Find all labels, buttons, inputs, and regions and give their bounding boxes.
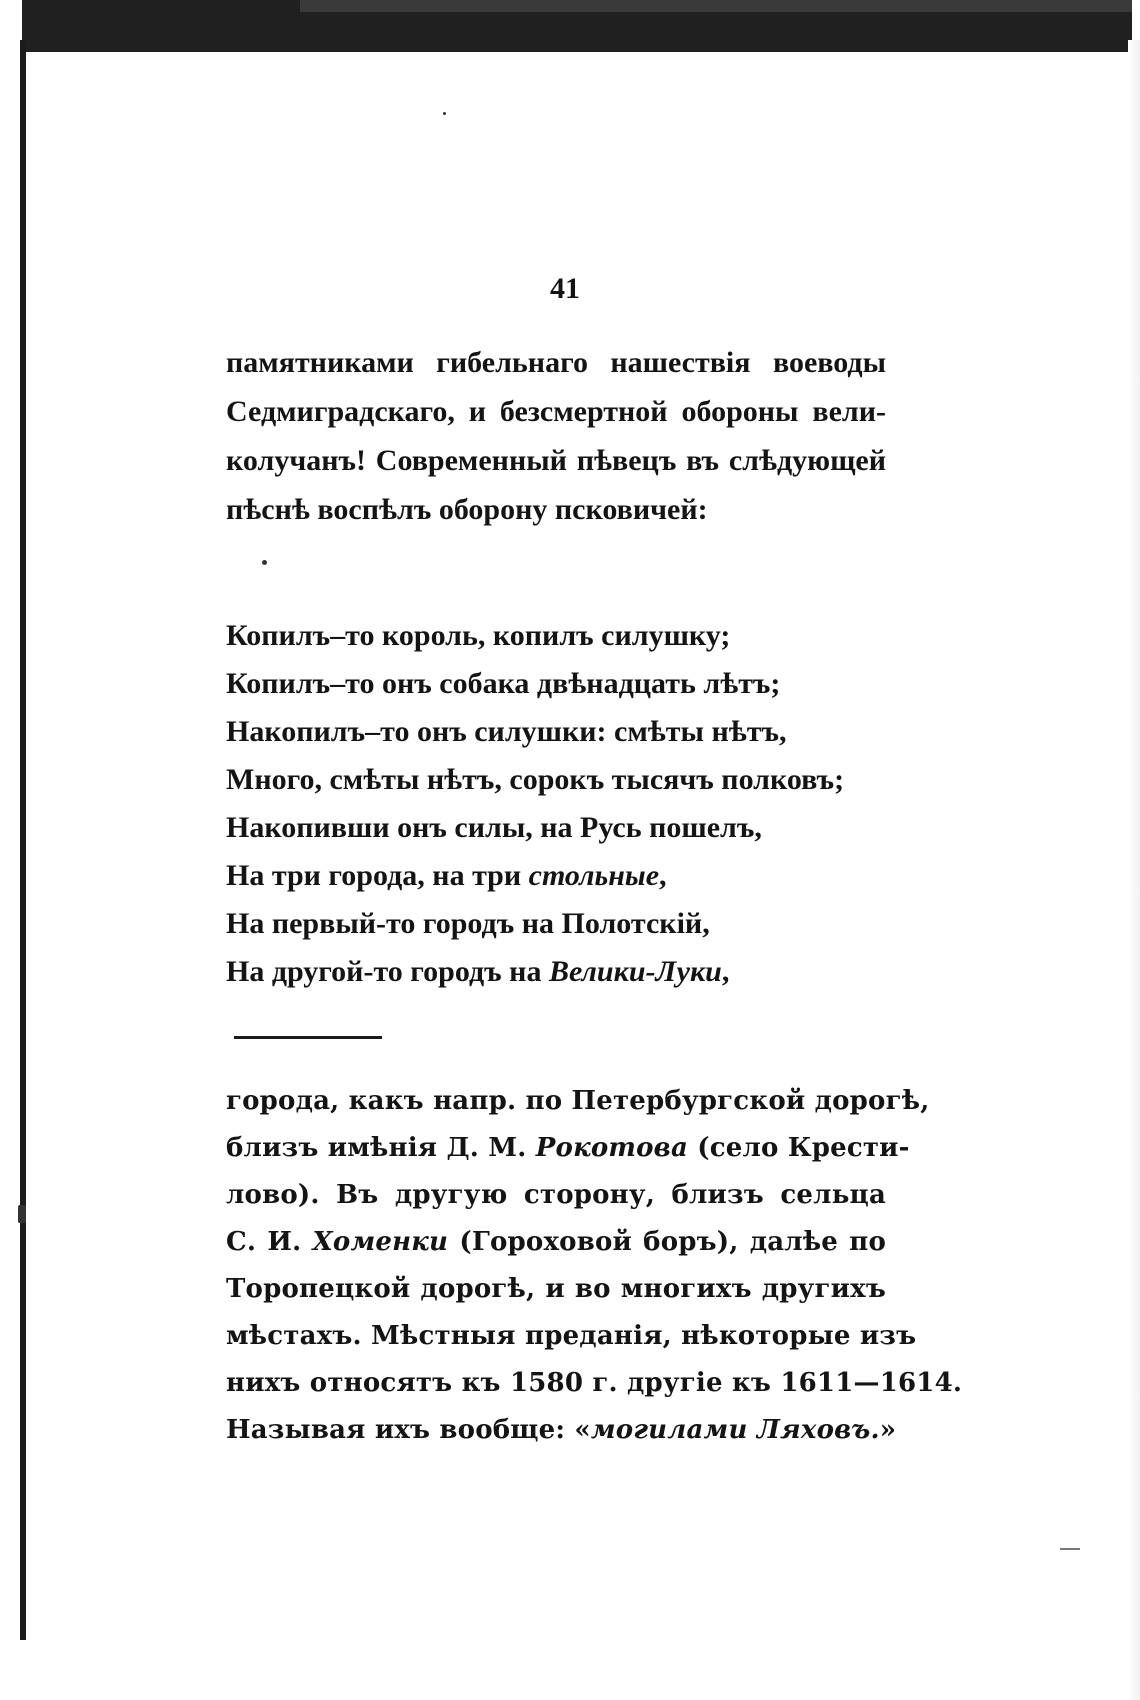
footnote-text: близъ имѣнія Д. М. (226, 1133, 536, 1163)
verse-line: Накопилъ–то онъ силушки: смѣты нѣтъ, (226, 715, 787, 748)
verse-text: На три города, на три (226, 859, 529, 892)
footnote-line (226, 1172, 886, 1219)
verse-stanza (226, 612, 886, 996)
footnote-line: мѣстахъ. Мѣстныя преданія, нѣкоторые изъ (226, 1321, 917, 1351)
prose-line: колучанъ! Современный пѣвецъ въ слѣдующей (226, 444, 886, 477)
prose-line: памятниками гибельнаго нашествія воеводы (226, 346, 886, 379)
footnote-line (226, 1407, 897, 1454)
verse-line: Копилъ–то онъ собака двѣнадцать лѣтъ; (226, 667, 781, 700)
verse-emphasis: Велики-Луки (548, 955, 722, 988)
verse-line: На первый-то городъ на Полотскій, (226, 907, 710, 940)
footnote-emphasis: Хоменки (312, 1227, 449, 1257)
footnote-emphasis: Рокотова (535, 1133, 688, 1163)
prose-line: Седмиградскаго, и безсмертной обороны вели- (226, 395, 886, 428)
scan-speck (1060, 1548, 1080, 1550)
verse-line: Накопивши онъ силы, на Русь пошелъ, (226, 811, 762, 844)
footnote-text: » (879, 1415, 897, 1445)
prose-paragraph (226, 338, 886, 534)
footnote-text: С. И. (226, 1227, 313, 1257)
footnote-text: ). Въ другую сторону, близъ сельца (297, 1180, 886, 1210)
verse-line (226, 852, 886, 900)
verse-line: Много, смѣты нѣтъ, сорокъ тысячъ полковъ; (226, 763, 845, 796)
verse-text: На другой-то городъ на (226, 955, 549, 988)
footnote-text: (село Крести- (688, 1133, 910, 1163)
scan-left-edge (20, 40, 26, 1640)
footnote-text: Называя ихъ вообще: « (226, 1415, 591, 1445)
footnote-emphasis: могилами Ляховъ. (590, 1415, 880, 1445)
footnote-line: Торопецкой дорогѣ, и во многихъ другихъ (226, 1274, 886, 1304)
verse-line (226, 948, 886, 996)
footnote-line (226, 1219, 886, 1266)
footnote-line: города, какъ напр. по Петербургской дорогѣ, (226, 1086, 930, 1116)
footnote-text: лово (226, 1180, 298, 1210)
verse-emphasis: стольные (528, 859, 660, 892)
scan-top-shadow-light (300, 0, 1132, 12)
scan-speck (18, 1205, 26, 1223)
footnote-text: (Гороховой боръ), далѣе по (448, 1227, 887, 1257)
prose-line: пѣснѣ воспѣлъ оборону псковичей: (226, 493, 708, 526)
footnote-line (226, 1125, 910, 1172)
verse-punct: , (659, 859, 667, 892)
verse-punct: , (721, 955, 730, 988)
scan-right-edge (1128, 40, 1140, 1700)
footnote (226, 1078, 963, 1454)
footnote-line: нихъ относятъ къ 1580 г. другіе къ 1611—1614. (226, 1368, 963, 1398)
scan-speck (443, 112, 446, 115)
verse-line: Копилъ–то король, копилъ силушку; (226, 619, 731, 652)
page-number: 41 (550, 272, 580, 305)
scan-speck (262, 560, 267, 565)
footnote-separator (234, 1036, 382, 1039)
